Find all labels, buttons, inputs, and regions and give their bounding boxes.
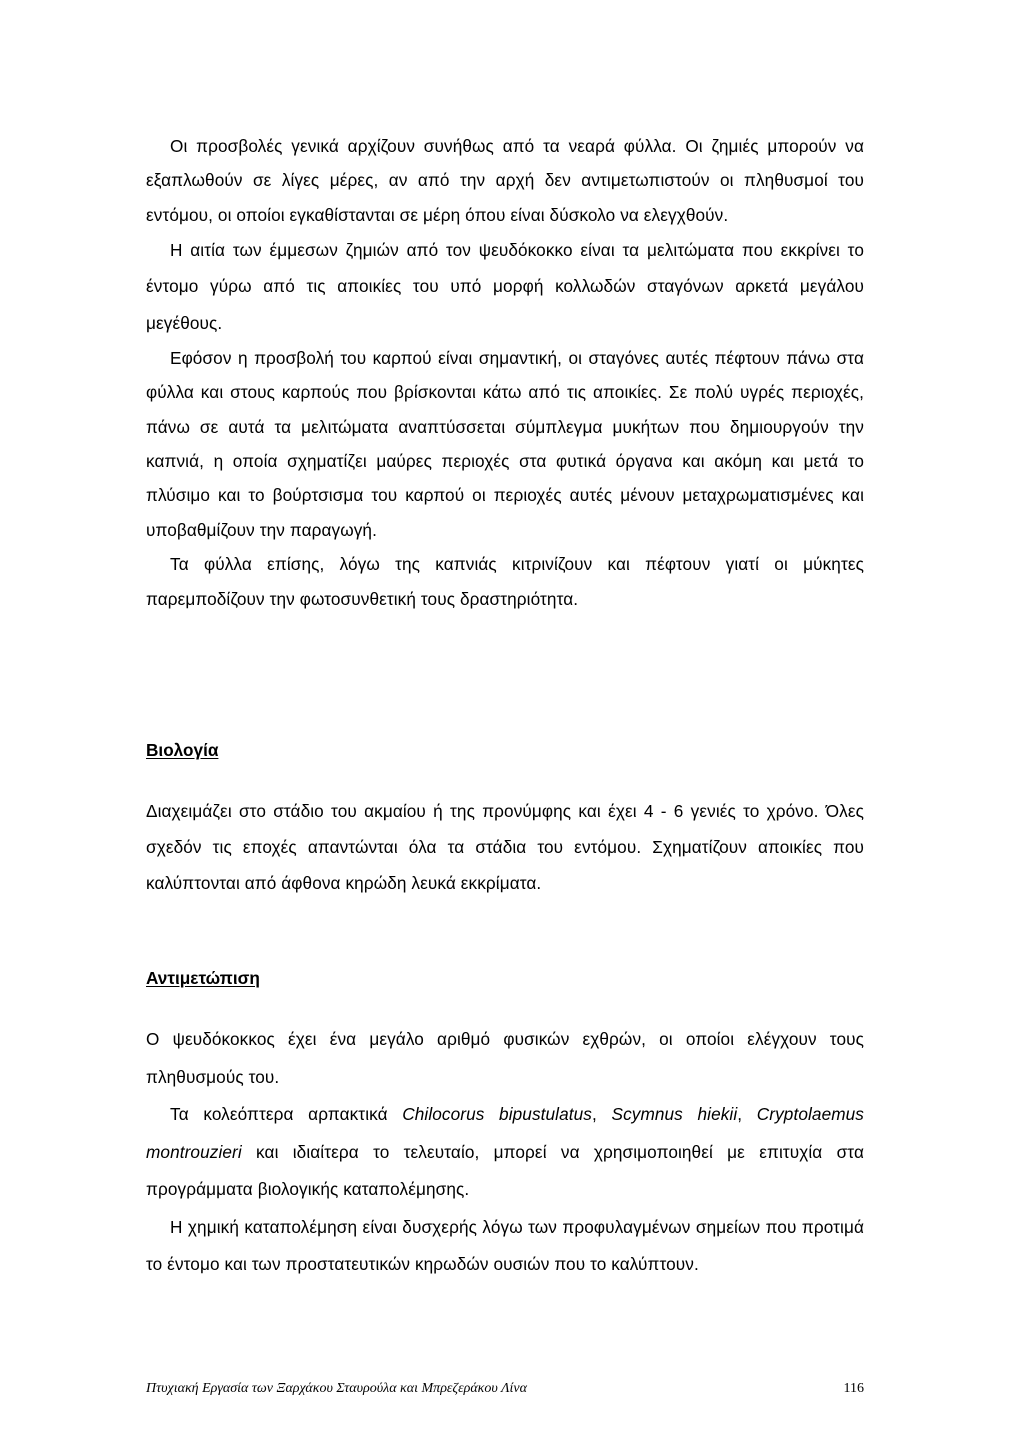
species-separator-1: , [592, 1104, 612, 1124]
control-paragraph-2 [146, 1096, 864, 1209]
intro-paragraph-2: Η αιτία των έμμεσων ζημιών από τον ψευδόκοκκο είναι τα μελιτώματα που εκκρίνει το έντομο γύρω από τις αποικίες του υπό μορφή κολλωδών σταγόνων αρκετά μεγάλου μεγέθους. [146, 240, 864, 333]
biology-section [146, 793, 864, 902]
intro-paragraph-1: Οι προσβολές γενικά αρχίζουν συνήθως από τα νεαρά φύλλα. Οι ζημιές μπορούν να εξαπλωθούν σε λίγες μέρες, αν από την αρχή δεν αντιμετωπιστούν οι πληθυσμοί του εντόμου, οι οποίοι εγκαθίστανται σε μέρη όπου είναι δύσκολο να ελεγχθούν. [146, 136, 864, 225]
control-paragraph-1: Ο ψευδόκοκκος έχει ένα μεγάλο αριθμό φυσικών εχθρών, οι οποίοι ελέγχουν τους πληθυσμούς του. [146, 1029, 864, 1087]
intro-paragraph-3: Εφόσον η προσβολή του καρπού είναι σημαντική, οι σταγόνες αυτές πέφτουν πάνω στα φύλλα και στους καρπούς που βρίσκονται κάτω από τις αποικίες. Σε πολύ υγρές περιοχές, πάνω σε αυτά τα μελιτώματα αναπτύσσεται σύμπλεγμα μυκήτων που δημιουργούν την καπνιά, η οποία σχηματίζει μαύρες περιοχές στα φυτικά όργανα και ακόμη και μετά το πλύσιμο και το βούρτσισμα του καρπού οι περιοχές αυτές μένουν μεταχρωματισμένες και υποβαθμίζουν την παραγωγή. [146, 347, 864, 540]
page-number: 116 [843, 1381, 864, 1396]
intro-paragraph-4: Τα φύλλα επίσης, λόγω της καπνιάς κιτρινίζουν και πέφτουν γιατί οι μύκητες παρεμποδίζουν την φωτοσυνθετική τους δραστηριότητα. [146, 554, 864, 609]
control-section [146, 1021, 864, 1284]
species-name-chilocorus: Chilocorus bipustulatus [402, 1104, 592, 1124]
species-name-cryptolaemus: Cryptolaemus montrouzieri [146, 1104, 864, 1162]
page-footer [146, 1381, 864, 1397]
control-heading: Αντιμετώπιση [146, 968, 260, 988]
intro-section [146, 129, 864, 616]
control-paragraph-2-end: και ιδιαίτερα το τελευταίο, μπορεί να χρησιμοποιηθεί με επιτυχία στα προγράμματα βιολογικής καταπολέμησης. [146, 1141, 864, 1199]
species-name-scymnus: Scymnus hiekii [611, 1104, 738, 1124]
control-paragraph-3: Η χημική καταπολέμηση είναι δυσχερής λόγω των προφυλαγμένων σημείων που προτιμά το έντομο και των προστατευτικών κηρωδών ουσιών που το καλύπτουν. [146, 1216, 864, 1274]
species-separator-2: , [737, 1104, 757, 1124]
biology-paragraph: Διαχειμάζει στο στάδιο του ακμαίου ή της προνύμφης και έχει 4 - 6 γενιές το χρόνο. Όλες σχεδόν τις εποχές απαντώνται όλα τα στάδια του εντόμου. Σχηματίζουν αποικίες που καλύπτονται από άφθονα κηρώδη λευκά εκκρίματα. [146, 801, 864, 894]
control-paragraph-2-start: Τα κολεόπτερα αρπακτικά [170, 1104, 403, 1124]
biology-heading: Βιολογία [146, 740, 219, 760]
footer-title: Πτυχιακή Εργασία των Ξαρχάκου Σταυρούλα και Μπρεζεράκου Λίνα [146, 1381, 527, 1396]
